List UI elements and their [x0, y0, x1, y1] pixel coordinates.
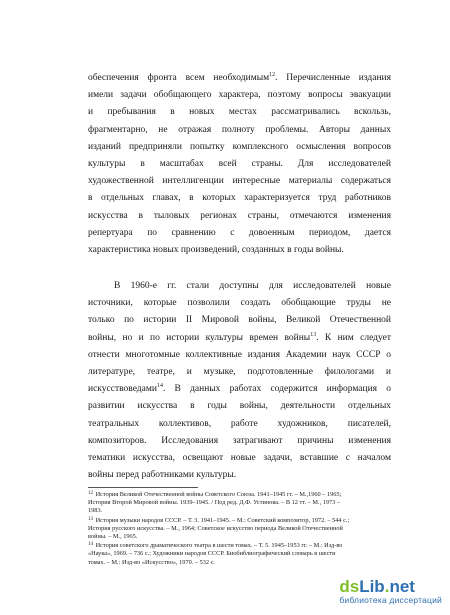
text-segment: искусствоведами [88, 384, 157, 395]
text-line: только по истории II Мировой войны, Великой Отечественной [88, 315, 391, 326]
text-segment: . В данных работах содержится информация о [162, 384, 391, 395]
text-line: характеристика новых произведений, созданных в годы войны. [88, 245, 344, 256]
text-line: театральных коллективов, работе художников, писателей, [88, 418, 391, 429]
footnote-text: История Великой Отечественной войны Советского Союза. 1941–1945 гг. – М.,1960 – 1965; [95, 491, 342, 498]
footnote-text: История Второй Мировой войны. 1939–1945. / Под ред. Д.Ф. Устинова. – В 12 тт. – М., 1973 – [88, 499, 341, 507]
logo-lib: Lib [359, 577, 385, 596]
footnote-text: История советского драматического театра в шести томах. – Т. 5. 1945–1953 гг. – М.: Изд-во [95, 542, 343, 550]
watermark-logo [339, 577, 442, 597]
text-line: репертуара по сравнению с довоенным периодом, дается [88, 227, 391, 238]
text-line [88, 381, 391, 398]
footnote-14 [88, 541, 391, 567]
footnote-ref[interactable]: 12 [269, 72, 276, 78]
text-line [88, 70, 391, 87]
text-line: в отдельных главах, в которых характеризуется труд работников [88, 193, 391, 204]
text-line: источники, которые позволили создать обобщающие труды не [88, 298, 391, 309]
footnote-13 [88, 516, 391, 542]
footnote-number: 12 [88, 491, 93, 496]
text-segment: обеспечения фронта всем необходимым [88, 73, 270, 83]
footnotes [88, 490, 391, 567]
footnote-text: «Наука», 1969. – 736 с.; Художники народов СССР. Биобиблиографический словарь в шести [88, 550, 336, 558]
text-line: изданий предприняли попытку комплексного осмысления вопросов [88, 141, 391, 152]
watermark [339, 577, 442, 605]
text-segment: . Перечисленные издания [275, 73, 391, 83]
footnote-text: История русского искусства. – М., 1964; Советское искусство периода Великой Отечественной [88, 524, 343, 532]
text-line: литературе, театре, и музыке, подготовленные филологами и [88, 367, 391, 378]
text-line: композиторов. Исследования затрагивают причины изменения [88, 435, 391, 446]
text-line: тематики искусства, освещают новые задачи, вставшие с началом [88, 453, 391, 464]
text-line: В 1960-е гг. стали доступны для исследователей новые [114, 281, 391, 291]
text-line: отнести многотомные коллективные издания Академии наук СССР о [88, 349, 391, 360]
text-line: культуры в масштабах всей страны. Для исследователей [88, 159, 391, 170]
footnote-number: 13 [88, 516, 93, 522]
text-segment: войны, но и по истории культуры времен войны [88, 332, 311, 343]
footnote-text: 1983. [88, 507, 103, 515]
text-line: развитии искусства в годы войны, деятельности отдельных [88, 401, 391, 412]
paragraph-2 [88, 278, 391, 484]
logo-net: net [389, 577, 415, 596]
footnote-number: 14 [88, 542, 93, 548]
text-line: войны перед работниками культуры. [88, 470, 237, 481]
text-line: фрагментарно, не отражая полноту проблемы. Авторы данных [88, 124, 391, 135]
footnote-ref[interactable]: 14 [156, 383, 163, 390]
footnote-ref[interactable]: 13 [310, 331, 317, 338]
text-line: искусства в тыловых регионах страны, отмечаются изменения [88, 210, 391, 221]
footnote-text: История музыки народов СССР. – Т. 3. 1941–1945. – М.: Советский композитор, 1972. – 544 с.; [95, 516, 350, 524]
footnote-text: войны. – М., 1965. [88, 533, 138, 541]
text-segment: . К ним следует [316, 332, 391, 343]
text-line: и пребывания в новых местах рассматривались вскользь, [88, 107, 391, 118]
footnote-text: томах. – М.: Изд-во «Искусство», 1970. – 532 с. [88, 558, 216, 566]
footnote-divider [88, 487, 198, 488]
text-line: художественной интеллигенции интересные материалы содержаться [88, 176, 391, 187]
paragraph-1 [88, 70, 391, 259]
watermark-subtitle: библиотека диссертаций [339, 595, 442, 605]
logo-ds: ds [339, 577, 360, 596]
logo-dot: . [384, 577, 390, 596]
text-line [88, 330, 391, 347]
text-line: имели задачи обобщающего характера, поэтому вопросы эвакуации [88, 90, 391, 101]
footnote-12 [88, 490, 391, 516]
